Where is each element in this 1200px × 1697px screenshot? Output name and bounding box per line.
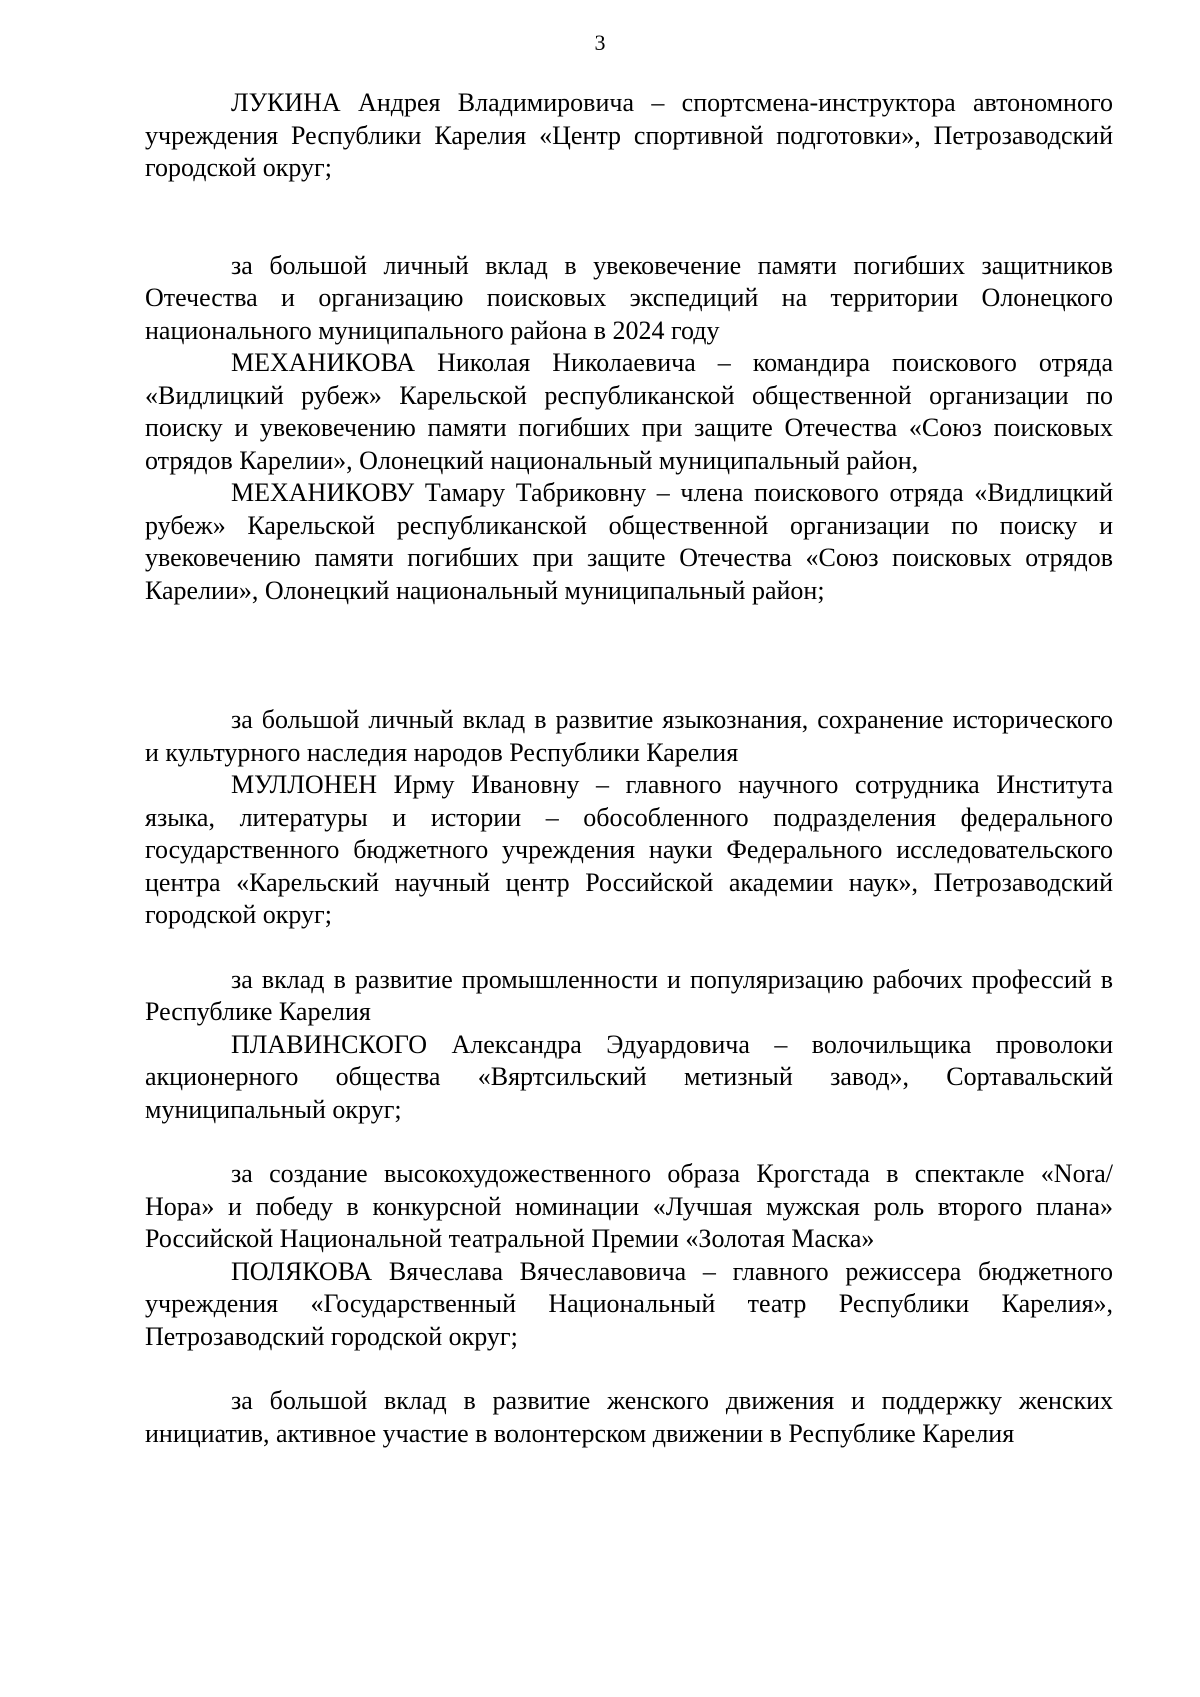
document-body [145, 87, 1113, 1450]
awardee-mullonen: МУЛЛОНЕН Ирму Ивановну – главного научного сотрудника Института языка, литературы и истории – обособленного подразделения федерального государственного бюджетного учреждения науки Федерального исследовательского центра «Карельский научный центр Российской академии наук», Петрозаводский городской округ; [145, 770, 1113, 929]
awardee-lukin: ЛУКИНА Андрея Владимировича – спортсмена-инструктора автономного учреждения Республики Карелия «Центр спортивной подготовки», Петрозаводский городской округ; [145, 88, 1113, 182]
award-reason-search-expeditions: за большой личный вклад в увековечение памяти погибших защитников Отечества и организацию поисковых экспедиций на территории Олонецкого национального муниципального района в 2024 году [145, 250, 1113, 345]
award-reason-theatre-role: за создание высокохудожественного образа Крогстада в спектакле «Nora/Нора» и победу в конкурсной номинации «Лучшая мужская роль второго плана» Российской Национальной театральной Премии «Золотая Маска» [145, 1159, 1113, 1253]
award-reason-linguistics: за большой личный вклад в развитие языкознания, сохранение исторического и культурного наследия народов Республики Карелия [145, 705, 1113, 767]
award-reason-womens-movement: за большой вклад в развитие женского движения и поддержку женских инициатив, активное участие в волонтерском движении в Республике Карелия [145, 1386, 1113, 1448]
award-reason-industry: за вклад в развитие промышленности и популяризацию рабочих профессий в Республике Карелия [145, 964, 1113, 1026]
page-number: 3 [594, 30, 606, 55]
awardee-polyakov: ПОЛЯКОВА Вячеслава Вячеславовича – главного режиссера бюджетного учреждения «Государственный Национальный театр Республики Карелия», Петрозаводский городской округ; [145, 1256, 1113, 1351]
awardee-plavinsky: ПЛАВИНСКОГО Александра Эдуардовича – волочильщика проволоки акционерного общества «Вяртсильский метизный завод», Сортавальский муниципальный округ; [145, 1029, 1113, 1124]
awardee-mekhanikova: МЕХАНИКОВУ Тамару Табриковну – члена поискового отряда «Видлицкий рубеж» Карельской республиканской общественной организации по поиску и увековечению памяти погибших при защите Отечества «Союз поисковых отрядов Карелии», Олонецкий национальный муниципальный район; [145, 478, 1113, 605]
awardee-mekhanikov: МЕХАНИКОВА Николая Николаевича – командира поискового отряда «Видлицкий рубеж» Карельской республиканской общественной организации по поиску и увековечению памяти погибших при защите Отечества «Союз поисковых отрядов Карелии», Олонецкий национальный муниципальный район, [145, 348, 1113, 475]
